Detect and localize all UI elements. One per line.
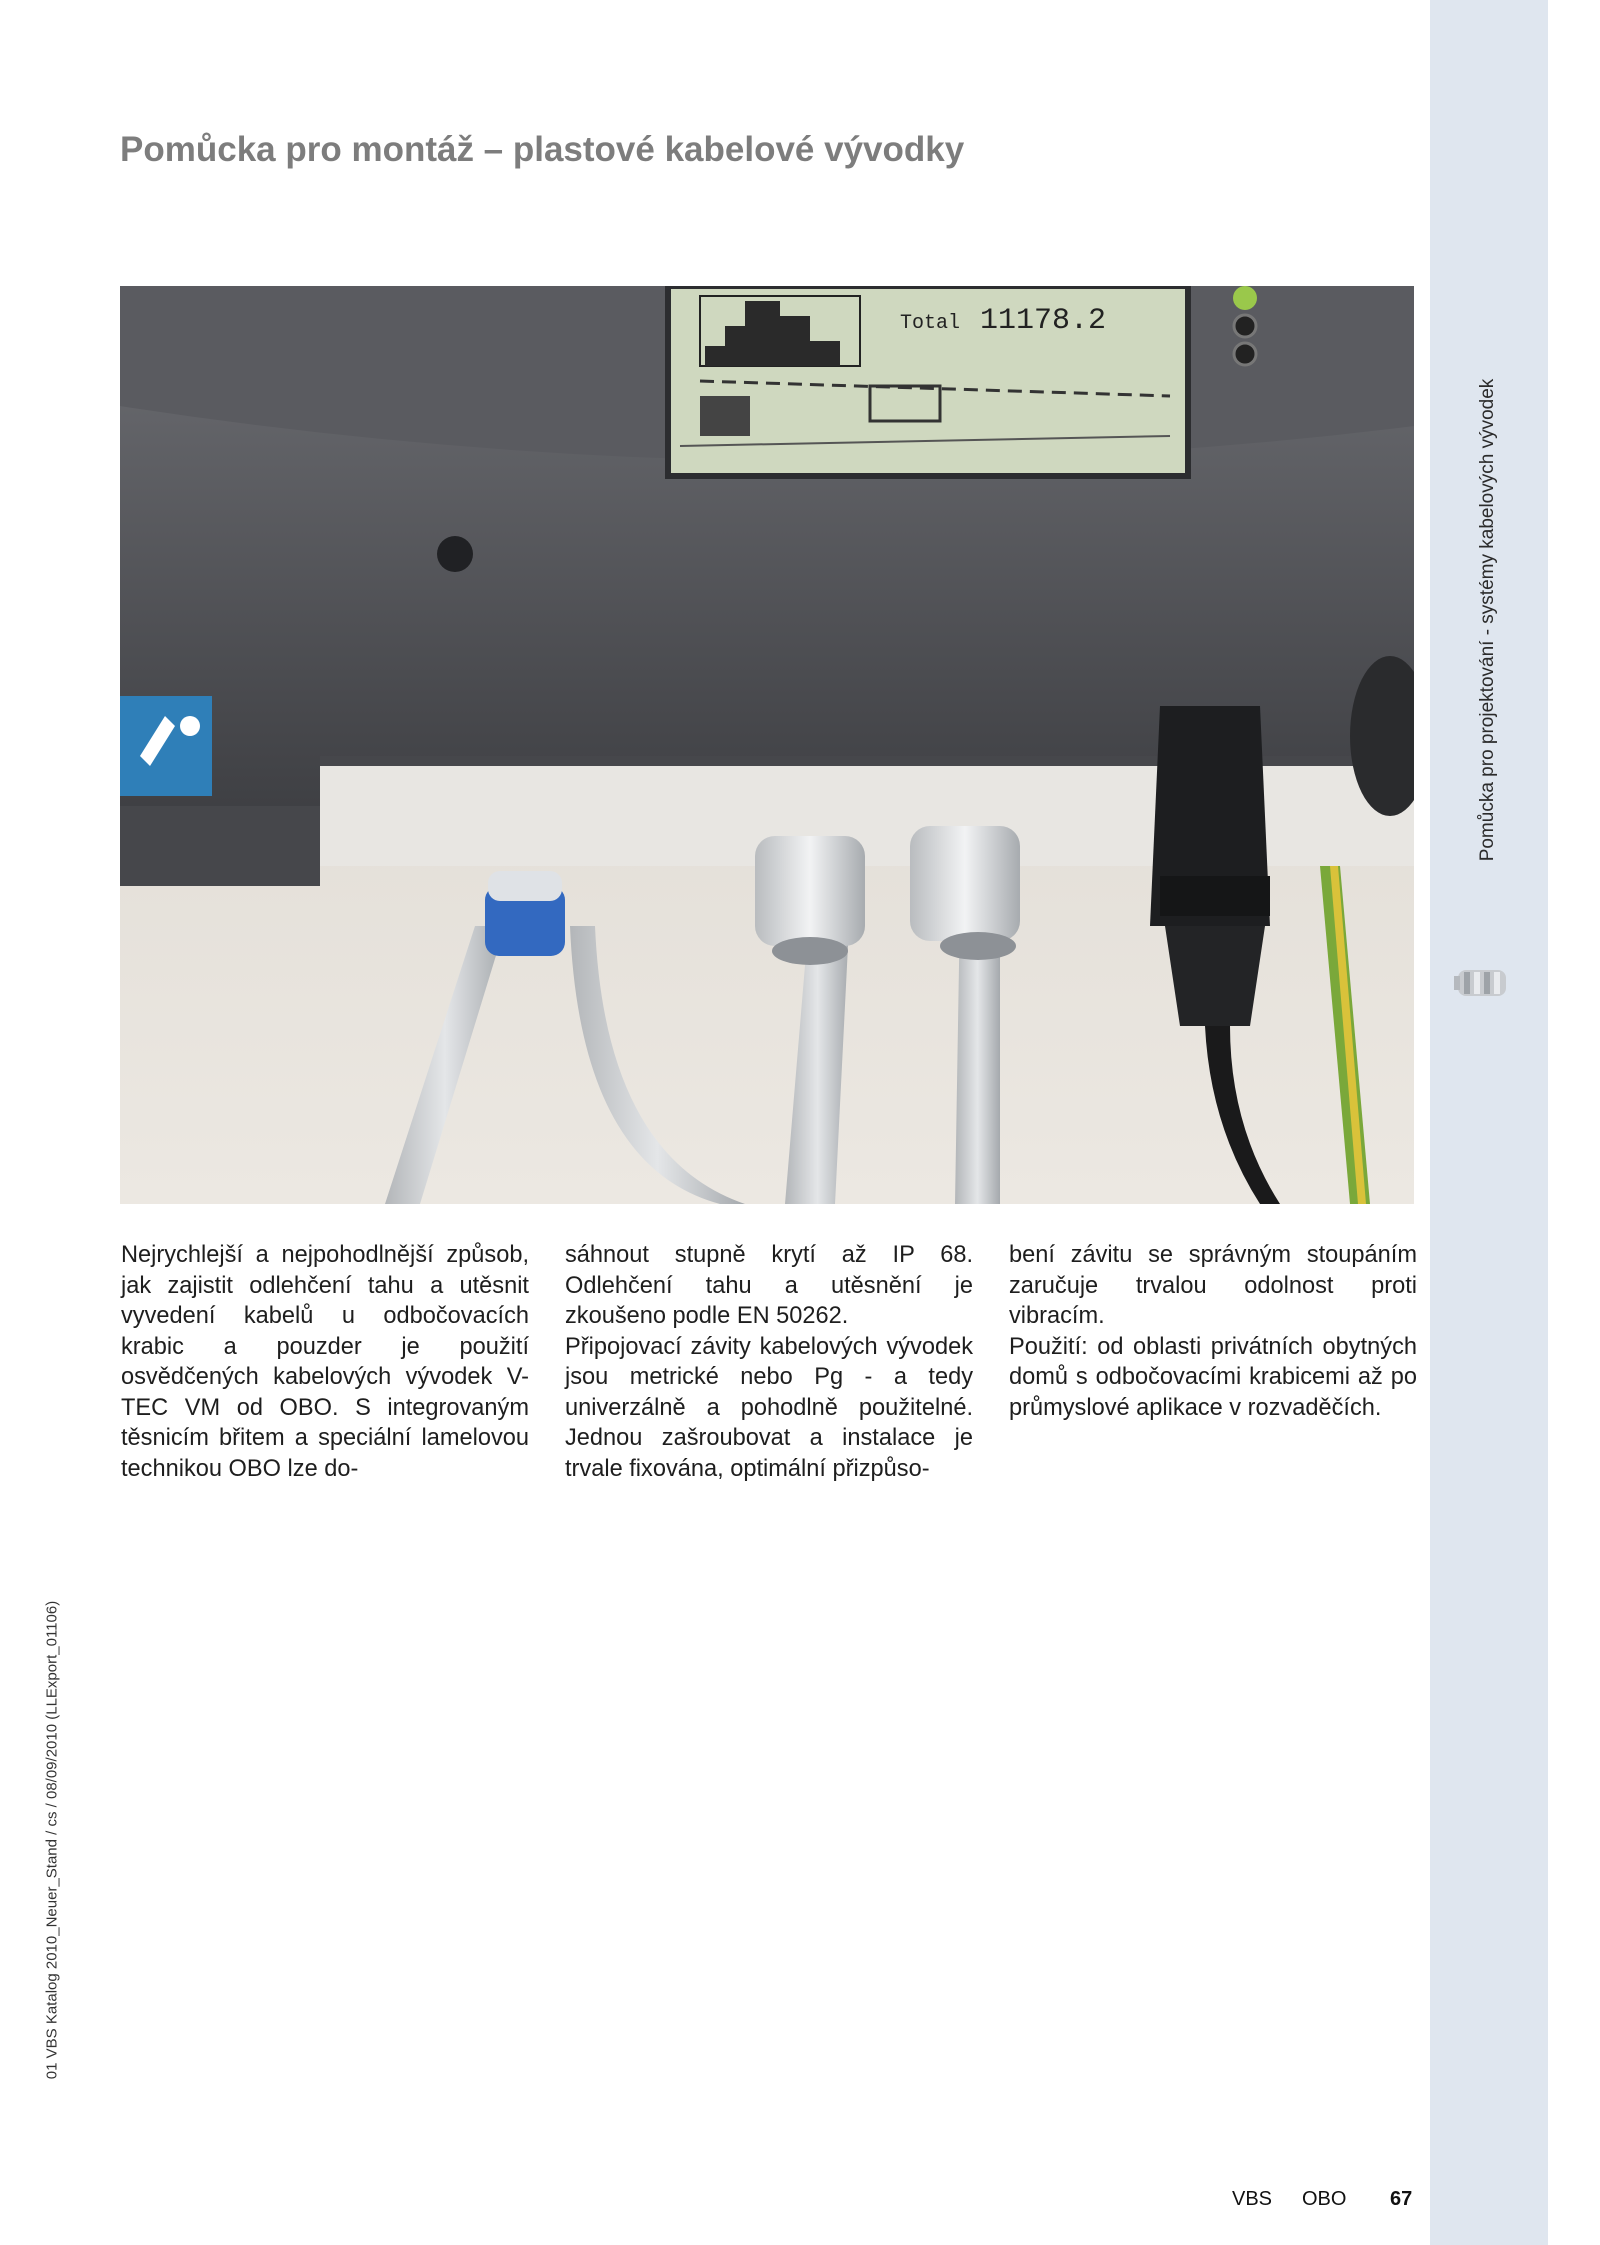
sidebar-band bbox=[1430, 0, 1548, 2245]
cable-gland-thumbnail-icon bbox=[1454, 962, 1514, 1004]
footer-brand-obo: OBO bbox=[1302, 2188, 1347, 2210]
paragraph: bení závitu se správným stoupáním zaručuje trvalou odolnost proti vibracím. bbox=[1009, 1242, 1417, 1329]
paragraph: Použití: od oblasti privátních obytných domů s odbočovacími krabicemi až po průmyslové aplikace v rozvaděčích. bbox=[1009, 1333, 1417, 1421]
text-column-1 bbox=[121, 1240, 529, 1484]
product-photo bbox=[120, 286, 1414, 1204]
paragraph: Nejrychlejší a nejpohodlnější způsob, jak zajistit odlehčení tahu a utěsnit vyvedení kabelů u odbočovacích krabic a pouzder je použití osvědčených kabelových vývodek V-TEC VM od OBO. S integrovaným těsnicím břitem a speciální lamelovou technikou OBO lze do- bbox=[121, 1242, 529, 1482]
paragraph: Připojovací závity kabelových vývodek jsou metrické nebo Pg - a tedy univerzálně a pohodlně použitelné. Jednou zašroubovat a instalace je trvale fixována, optimální přizpůso- bbox=[565, 1333, 973, 1482]
page-title: Pomůcka pro montáž – plastové kabelové vývodky bbox=[120, 130, 965, 169]
print-metadata: 01 VBS Katalog 2010_Neuer_Stand / cs / 08/09/2010 (LLExport_01106) bbox=[43, 1600, 61, 2080]
display-total-label: Total bbox=[900, 312, 961, 335]
sidebar-section-title: Pomůcka pro projektování - systémy kabelových vývodek bbox=[1477, 378, 1498, 862]
footer-brand-vbs: VBS bbox=[1232, 2188, 1273, 2210]
display-total-value: 11178.2 bbox=[980, 304, 1107, 338]
text-column-3 bbox=[1009, 1240, 1417, 1423]
page-number: 67 bbox=[1390, 2188, 1413, 2210]
paragraph: sáhnout stupně krytí až IP 68. Odlehčení tahu a utěsnění je zkoušeno podle EN 50262. bbox=[565, 1242, 973, 1329]
text-column-2 bbox=[565, 1240, 973, 1484]
